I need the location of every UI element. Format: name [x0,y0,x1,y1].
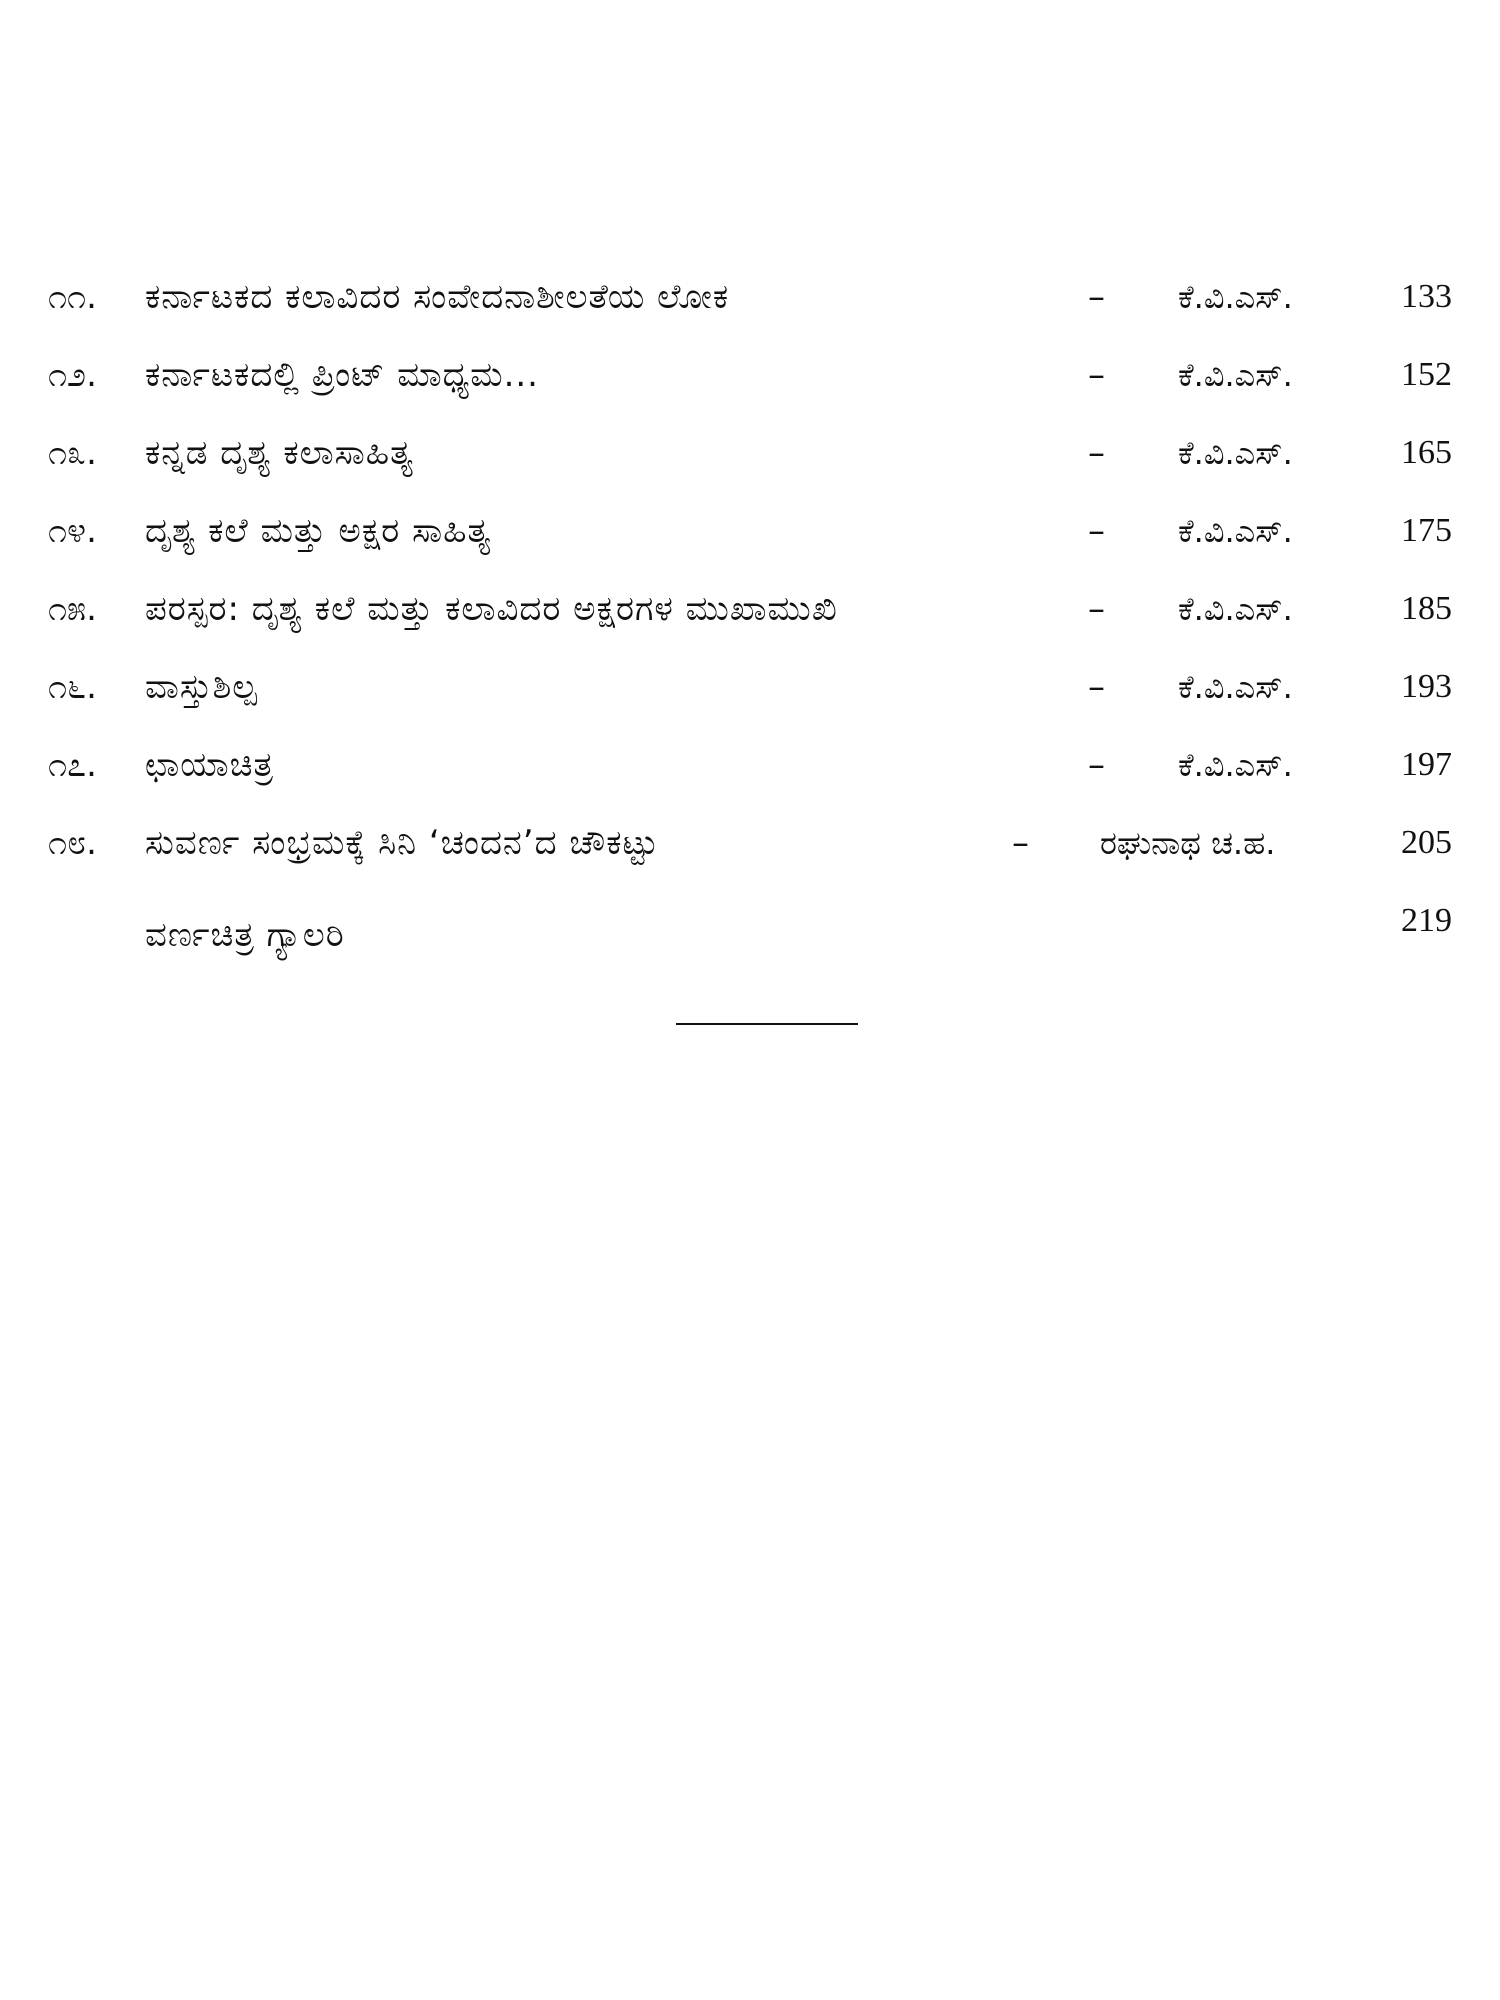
entry-number: ೧೬. [48,667,97,707]
entry-page: 165 [1401,434,1452,471]
entry-author: ಕೆ.ವಿ.ಎಸ್. [1178,668,1293,706]
entry-dash: – [1088,589,1105,629]
entry-dash: – [1088,667,1105,707]
toc-entry [0,574,1500,644]
entry-author: ಕೆ.ವಿ.ಎಸ್. [1178,356,1293,394]
entry-number: ೧೭. [48,745,97,785]
entry-title: ಕನ್ನಡ ದೃಶ್ಯ ಕಲಾಸಾಹಿತ್ಯ [145,433,414,473]
entry-dash: – [1088,277,1105,317]
entry-page: 219 [1401,902,1452,939]
toc-entry [0,262,1500,332]
entry-title: ಕರ್ನಾಟಕದಲ್ಲಿ ಪ್ರಿಂಟ್ ಮಾಧ್ಯಮ... [145,355,539,395]
toc-entry [0,886,1500,956]
entry-title: ಸುವರ್ಣ ಸಂಭ್ರಮಕ್ಕೆ ಸಿನಿ ‘ಚಂದನ’ದ ಚೌಕಟ್ಟು [145,823,660,863]
entry-author: ರಘುನಾಥ ಚ.ಹ. [1100,824,1276,862]
entry-dash: – [1088,745,1105,785]
entry-title: ವಾಸ್ತುಶಿಲ್ಪ [145,667,258,707]
entry-number: ೧೫. [48,589,97,629]
toc-entry [0,652,1500,722]
entry-dash: – [1088,433,1105,473]
entry-page: 185 [1401,590,1452,627]
entry-title: ಪರಸ್ಪರ: ದೃಶ್ಯ ಕಲೆ ಮತ್ತು ಕಲಾವಿದರ ಅಕ್ಷರಗಳ ಮುಖಾಮುಖಿ [145,589,838,629]
entry-number: ೧೩. [48,433,97,473]
entry-title: ವರ್ಣಚಿತ್ರ ಗ್ಯಾಲರಿ [145,915,345,955]
entry-author: ಕೆ.ವಿ.ಎಸ್. [1178,590,1293,628]
entry-title: ಕರ್ನಾಟಕದ ಕಲಾವಿದರ ಸಂವೇದನಾಶೀಲತೆಯ ಲೋಕ [145,277,730,317]
toc-entry [0,496,1500,566]
entry-author: ಕೆ.ವಿ.ಎಸ್. [1178,278,1293,316]
entry-author: ಕೆ.ವಿ.ಎಸ್. [1178,512,1293,550]
entry-page: 133 [1401,278,1452,315]
entry-dash: – [1088,511,1105,551]
entry-title: ಛಾಯಾಚಿತ್ರ [145,745,274,785]
entry-page: 175 [1401,512,1452,549]
toc-entry [0,730,1500,800]
entry-number: ೧೧. [48,277,97,317]
entry-page: 197 [1401,746,1452,783]
entry-author: ಕೆ.ವಿ.ಎಸ್. [1178,746,1293,784]
toc-entry [0,808,1500,878]
toc-entry [0,340,1500,410]
entry-page: 205 [1401,824,1452,861]
entry-page: 152 [1401,356,1452,393]
entry-number: ೧೪. [48,511,97,551]
entry-number: ೧೨. [48,355,97,395]
entry-author: ಕೆ.ವಿ.ಎಸ್. [1178,434,1293,472]
entry-dash: – [1088,355,1105,395]
entry-title: ದೃಶ್ಯ ಕಲೆ ಮತ್ತು ಅಕ್ಷರ ಸಾಹಿತ್ಯ [145,511,492,551]
toc-entry [0,418,1500,488]
entry-page: 193 [1401,668,1452,705]
end-divider [676,1023,858,1025]
entry-dash: – [1012,823,1029,863]
entry-number: ೧೮. [48,823,97,863]
